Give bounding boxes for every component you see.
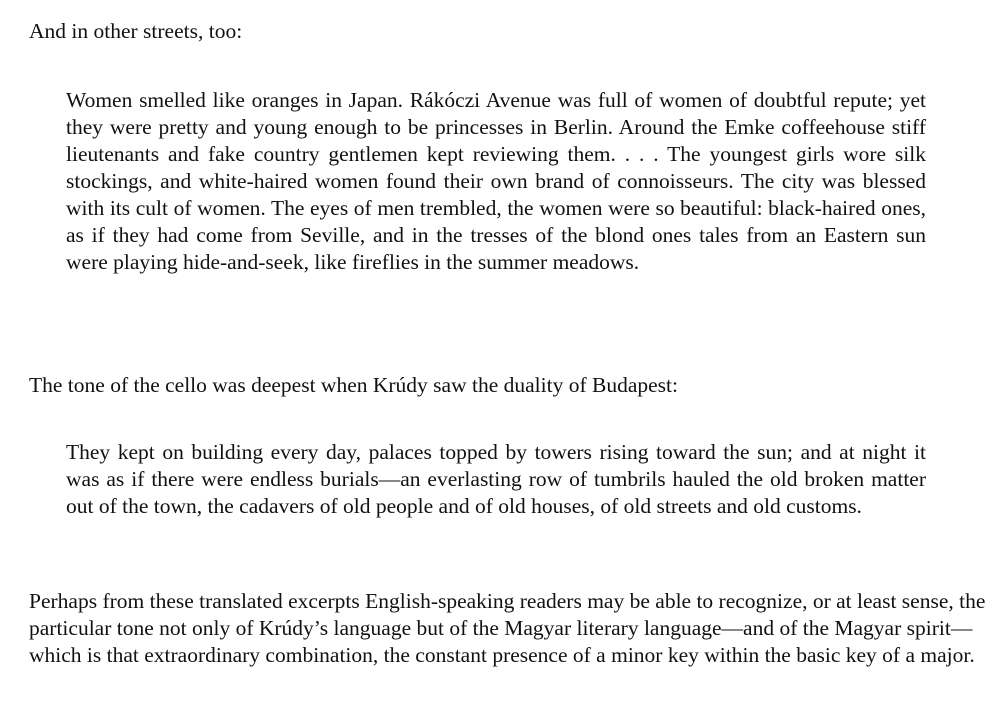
conclusion-paragraph: Perhaps from these translated excerpts English-speaking readers may be able to recognize, or at least sense, the particular tone not only of Krúdy’s language but of the Magyar literary language—and of the Magyar spirit—which is that extraordinary combination, the constant presence of a minor key within the basic key of a major.: [29, 589, 986, 667]
transition-paragraph: The tone of the cello was deepest when Krúdy saw the duality of Budapest:: [29, 373, 678, 397]
intro-paragraph: And in other streets, too:: [29, 19, 243, 43]
block-quote-building: They kept on building every day, palaces topped by towers rising toward the sun; and at night it was as if there were endless burials—an everlasting row of tumbrils hauled the old broken matter out of the town, the cadavers of old people and of old houses, of old streets and old customs.: [66, 440, 926, 518]
block-quote-women: Women smelled like oranges in Japan. Rákóczi Avenue was full of women of doubtful repute; yet they were pretty and young enough to be princesses in Berlin. Around the Emke coffeehouse stiff lieutenants and fake country gentlemen kept reviewing them. . . . The youngest girls wore silk stockings, and white-haired women found their own brand of connoisseurs. The city was blessed with its cult of women. The eyes of men trembled, the women were so beautiful: black-haired ones, as if they had come from Seville, and in the tresses of the blond ones tales from an Eastern sun were playing hide-and-seek, like fireflies in the summer meadows.: [66, 88, 926, 274]
